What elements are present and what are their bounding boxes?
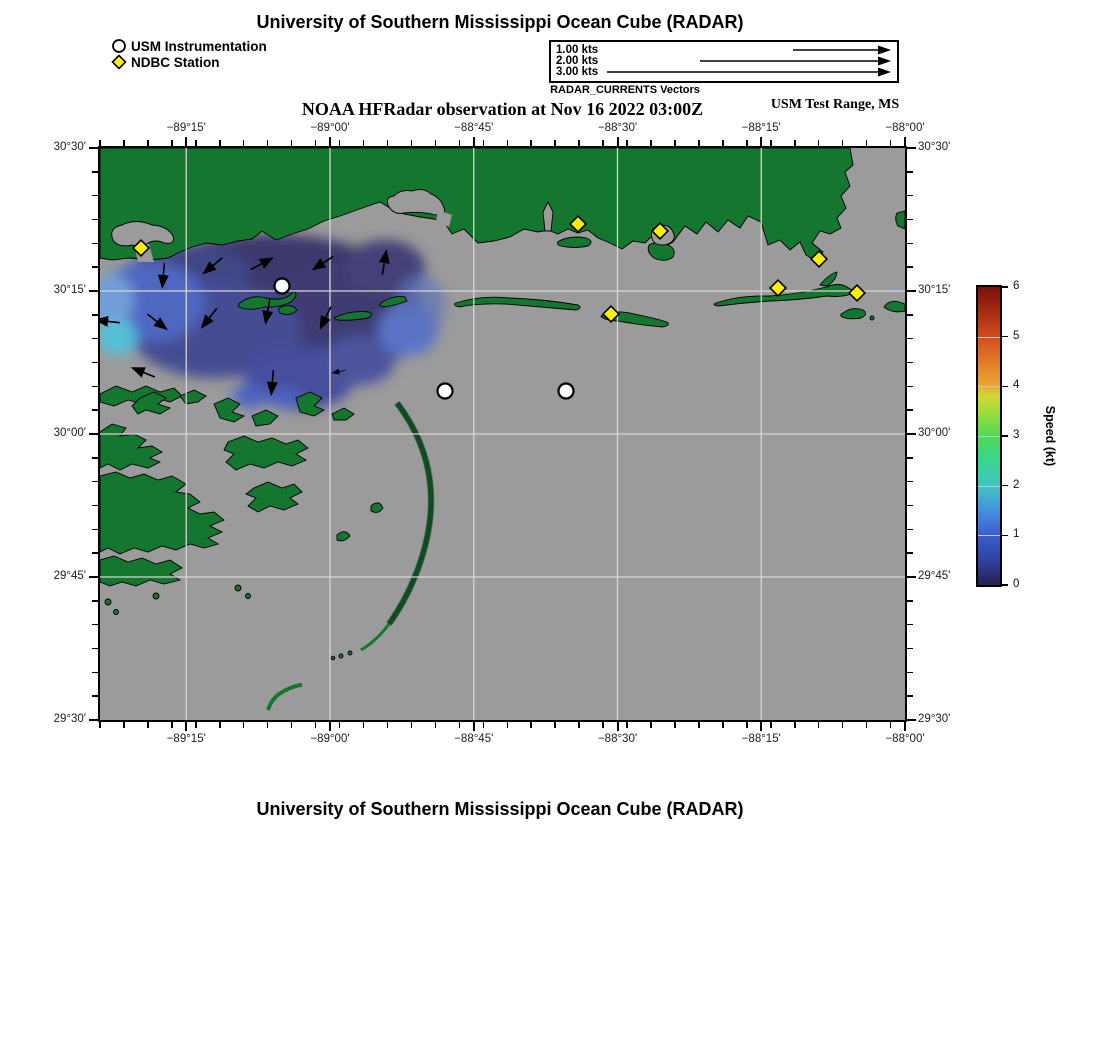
colorbar-tick xyxy=(1000,336,1008,338)
tick-mark xyxy=(92,266,98,268)
tick-mark xyxy=(907,695,913,697)
tick-mark xyxy=(92,219,98,221)
lon-tick-label: −89°15' xyxy=(166,122,206,134)
colorbar-tick xyxy=(1000,584,1008,586)
tick-mark xyxy=(866,722,868,728)
tick-mark xyxy=(363,722,365,728)
lat-tick-label: 29°30' xyxy=(918,713,951,725)
tick-mark xyxy=(907,529,913,531)
tick-mark xyxy=(760,137,762,146)
page-title: University of Southern Mississippi Ocean Cube (RADAR) xyxy=(256,12,744,32)
tick-mark xyxy=(907,552,913,554)
tick-mark xyxy=(907,338,913,340)
tick-mark xyxy=(907,433,916,435)
usm-circle-icon xyxy=(111,38,127,54)
land-shapes xyxy=(100,148,905,710)
lon-tick-label: −88°30' xyxy=(597,122,638,134)
usm-instrumentation-marker xyxy=(559,384,574,399)
lat-tick-label: 30°30' xyxy=(918,141,951,153)
bottom-title: University of Southern Mississippi Ocean Cube (RADAR) xyxy=(256,799,744,819)
tick-mark xyxy=(698,722,700,728)
map-plot xyxy=(98,146,907,722)
tick-mark xyxy=(907,266,913,268)
tick-mark xyxy=(907,290,916,292)
vector-scale-key xyxy=(549,40,899,83)
tick-mark xyxy=(219,722,221,728)
lon-tick-label: −88°30' xyxy=(597,733,638,745)
colorbar-gridline xyxy=(978,535,1000,536)
lon-tick-label: −88°00' xyxy=(885,122,925,134)
tick-mark xyxy=(291,722,293,728)
tick-mark xyxy=(626,722,628,728)
tick-mark xyxy=(89,719,98,721)
tick-mark xyxy=(907,505,913,507)
colorbar-tick xyxy=(1000,485,1008,487)
lon-tick-label: −88°15' xyxy=(741,122,781,134)
tick-mark xyxy=(291,140,293,146)
tick-mark xyxy=(530,140,532,146)
tick-mark xyxy=(459,722,461,728)
tick-mark xyxy=(907,147,916,149)
lat-tick-label: 29°45' xyxy=(53,570,86,582)
tick-mark xyxy=(770,140,772,146)
tick-mark xyxy=(907,386,913,388)
legend-ndbc xyxy=(111,54,220,70)
tick-mark xyxy=(578,140,580,146)
tick-mark xyxy=(92,600,98,602)
tick-mark xyxy=(92,362,98,364)
tick-mark xyxy=(907,219,913,221)
tick-mark xyxy=(554,722,556,728)
tick-mark xyxy=(578,722,580,728)
tick-mark xyxy=(483,140,485,146)
tick-mark xyxy=(92,338,98,340)
tick-mark xyxy=(243,722,245,728)
tick-mark xyxy=(339,140,341,146)
tick-mark xyxy=(507,722,509,728)
colorbar-tick-label: 4 xyxy=(1013,379,1020,392)
tick-mark xyxy=(794,140,796,146)
tick-mark xyxy=(650,140,652,146)
tick-mark xyxy=(92,457,98,459)
vector-key-row-label: 1.00 kts xyxy=(556,44,599,56)
current-arrow xyxy=(129,362,157,382)
tick-mark xyxy=(171,140,173,146)
colorbar-gridline xyxy=(978,337,1000,338)
tick-mark xyxy=(722,140,724,146)
tick-mark xyxy=(507,140,509,146)
tick-mark xyxy=(89,290,98,292)
tick-mark xyxy=(92,529,98,531)
tick-mark xyxy=(907,719,916,721)
tick-mark xyxy=(89,147,98,149)
tick-mark xyxy=(617,137,619,146)
tick-mark xyxy=(92,505,98,507)
tick-mark xyxy=(92,552,98,554)
lon-tick-label: −88°45' xyxy=(454,733,494,745)
tick-mark xyxy=(315,140,317,146)
tick-mark xyxy=(411,722,413,728)
tick-mark xyxy=(435,722,437,728)
tick-mark xyxy=(147,140,149,146)
lon-tick-label: −89°00' xyxy=(310,733,350,745)
colorbar-tick xyxy=(1000,386,1008,388)
tick-mark xyxy=(123,140,125,146)
tick-mark xyxy=(185,722,187,731)
tick-mark xyxy=(842,140,844,146)
tick-mark xyxy=(650,722,652,728)
tick-mark xyxy=(907,243,913,245)
lon-tick-label: −89°00' xyxy=(310,122,350,134)
tick-mark xyxy=(818,722,820,728)
colorbar-tick-label: 3 xyxy=(1013,428,1020,441)
lat-tick-label: 30°00' xyxy=(918,427,951,439)
usm-instrumentation-marker xyxy=(438,384,453,399)
tick-mark xyxy=(92,672,98,674)
colorbar-tick xyxy=(1000,435,1008,437)
tick-mark xyxy=(147,722,149,728)
tick-mark xyxy=(907,314,913,316)
tick-mark xyxy=(329,137,331,146)
colorbar-tick-label: 5 xyxy=(1013,329,1020,342)
tick-mark xyxy=(842,722,844,728)
tick-mark xyxy=(195,722,197,728)
tick-mark xyxy=(530,722,532,728)
tick-mark xyxy=(907,195,913,197)
tick-mark xyxy=(746,722,748,728)
lat-tick-label: 30°00' xyxy=(53,427,86,439)
colorbar-tick xyxy=(1000,535,1008,537)
tick-mark xyxy=(907,481,913,483)
tick-mark xyxy=(907,624,913,626)
colorbar-gridline xyxy=(978,386,1000,387)
tick-mark xyxy=(89,576,98,578)
tick-mark xyxy=(907,648,913,650)
tick-mark xyxy=(92,314,98,316)
tick-mark xyxy=(818,140,820,146)
colorbar-tick-label: 6 xyxy=(1013,279,1020,292)
tick-mark xyxy=(315,722,317,728)
tick-mark xyxy=(92,695,98,697)
colorbar-tick-label: 2 xyxy=(1013,478,1020,491)
lat-tick-label: 30°15' xyxy=(918,284,951,296)
tick-mark xyxy=(617,722,619,731)
tick-mark xyxy=(92,243,98,245)
tick-mark xyxy=(907,362,913,364)
map-graphics xyxy=(100,148,905,720)
lat-tick-label: 29°30' xyxy=(53,713,86,725)
tick-mark xyxy=(92,624,98,626)
vector-key-row-label: 2.00 kts xyxy=(556,55,599,67)
lat-tick-label: 29°45' xyxy=(918,570,951,582)
legend-usm-label: USM Instrumentation xyxy=(131,38,267,54)
vector-scale-arrows xyxy=(551,42,893,77)
tick-mark xyxy=(907,457,913,459)
tick-mark xyxy=(99,140,101,146)
tick-mark xyxy=(243,140,245,146)
tick-mark xyxy=(123,722,125,728)
plot-subtitle: NOAA HFRadar observation at Nov 16 2022 03:00Z xyxy=(301,99,704,119)
tick-mark xyxy=(92,171,98,173)
tick-mark xyxy=(387,722,389,728)
tick-mark xyxy=(483,722,485,728)
tick-mark xyxy=(904,722,906,731)
tick-mark xyxy=(890,722,892,728)
tick-mark xyxy=(99,722,101,728)
tick-mark xyxy=(92,386,98,388)
tick-mark xyxy=(171,722,173,728)
lon-tick-label: −88°00' xyxy=(885,733,925,745)
tick-mark xyxy=(626,140,628,146)
tick-mark xyxy=(904,137,906,146)
tick-mark xyxy=(267,722,269,728)
lon-tick-label: −88°45' xyxy=(454,122,494,134)
legend-ndbc-label: NDBC Station xyxy=(131,54,220,70)
tick-mark xyxy=(435,140,437,146)
tick-mark xyxy=(866,140,868,146)
tick-mark xyxy=(89,433,98,435)
tick-mark xyxy=(698,140,700,146)
lat-tick-label: 30°15' xyxy=(53,284,86,296)
tick-mark xyxy=(473,722,475,731)
tick-mark xyxy=(195,140,197,146)
colorbar-gridline xyxy=(978,486,1000,487)
tick-mark xyxy=(890,140,892,146)
tick-mark xyxy=(219,140,221,146)
vector-key-caption: RADAR_CURRENTS Vectors xyxy=(550,84,700,96)
ndbc-station-marker xyxy=(770,280,786,296)
tick-mark xyxy=(602,140,604,146)
tick-mark xyxy=(907,171,913,173)
lon-tick-label: −89°15' xyxy=(166,733,206,745)
tick-mark xyxy=(185,137,187,146)
lon-tick-label: −88°15' xyxy=(741,733,781,745)
vector-key-row-label: 3.00 kts xyxy=(556,66,599,78)
tick-mark xyxy=(329,722,331,731)
tick-mark xyxy=(554,140,556,146)
tick-mark xyxy=(907,409,913,411)
tick-mark xyxy=(907,600,913,602)
tick-mark xyxy=(339,722,341,728)
legend-usm xyxy=(111,38,267,54)
tick-mark xyxy=(674,140,676,146)
lat-tick-label: 30°30' xyxy=(53,141,86,153)
tick-mark xyxy=(411,140,413,146)
tick-mark xyxy=(387,140,389,146)
tick-mark xyxy=(473,137,475,146)
tick-mark xyxy=(907,576,916,578)
tick-mark xyxy=(92,409,98,411)
ndbc-station-marker xyxy=(849,285,865,301)
colorbar-label: Speed (kt) xyxy=(1043,405,1057,467)
colorbar-tick-label: 0 xyxy=(1013,578,1020,590)
tick-mark xyxy=(722,722,724,728)
usm-instrumentation-marker xyxy=(275,279,290,294)
tick-mark xyxy=(674,722,676,728)
region-label: USM Test Range, MS xyxy=(770,97,900,112)
tick-mark xyxy=(459,140,461,146)
tick-mark xyxy=(760,722,762,731)
tick-mark xyxy=(746,140,748,146)
tick-mark xyxy=(92,481,98,483)
tick-mark xyxy=(907,672,913,674)
ndbc-diamond-icon xyxy=(111,54,127,70)
tick-mark xyxy=(363,140,365,146)
tick-mark xyxy=(770,722,772,728)
colorbar-tick xyxy=(1000,286,1008,288)
tick-mark xyxy=(92,195,98,197)
tick-mark xyxy=(602,722,604,728)
tick-mark xyxy=(267,140,269,146)
tick-mark xyxy=(92,648,98,650)
tick-mark xyxy=(794,722,796,728)
colorbar-gridline xyxy=(978,436,1000,437)
colorbar-tick-label: 1 xyxy=(1013,528,1020,541)
